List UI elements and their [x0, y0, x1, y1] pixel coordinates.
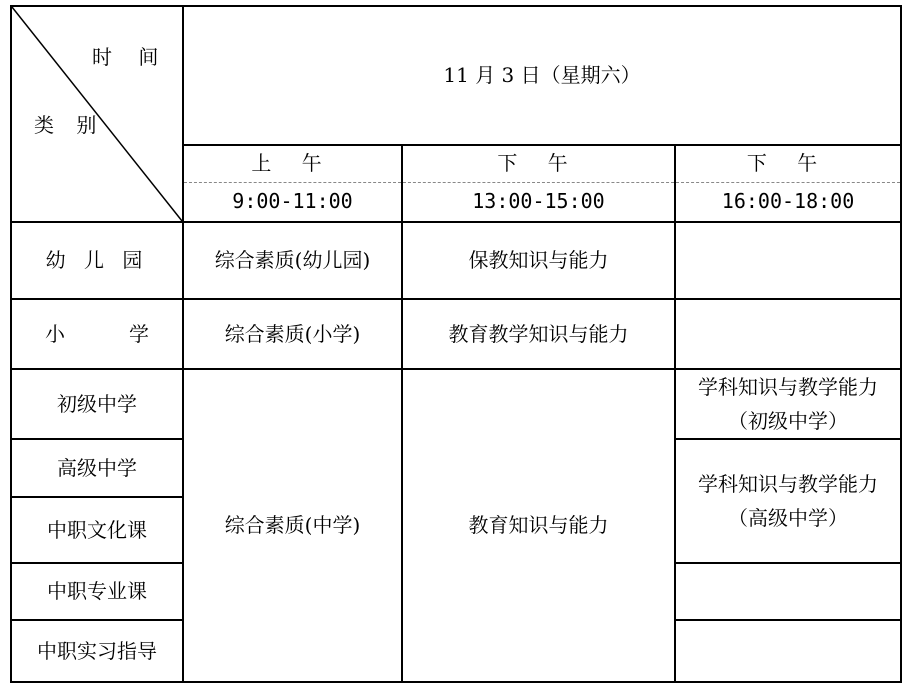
- empty-cell: [675, 299, 901, 369]
- time-afternoon-1: 13:00-15:00: [402, 182, 675, 222]
- subject-cell-senior-late: 学科知识与教学能力 （高级中学）: [675, 439, 901, 563]
- subject-cell: 综合素质(小学): [183, 299, 402, 369]
- corner-time-label: 时 间: [92, 45, 169, 69]
- empty-cell: [675, 563, 901, 620]
- subject-cell: 综合素质(中学): [183, 369, 402, 682]
- time-afternoon-2: 16:00-18:00: [675, 182, 901, 222]
- category-vocational-culture: 中职文化课: [11, 497, 183, 563]
- subject-cell: 综合素质(幼儿园): [183, 222, 402, 299]
- subject-cell-junior-late: 学科知识与教学能力 （初级中学）: [675, 369, 901, 439]
- header-row-date: [11, 6, 901, 145]
- category-senior-middle: 高级中学: [11, 439, 183, 497]
- exam-schedule-table: [10, 5, 902, 683]
- category-primary: 小 学: [11, 299, 183, 369]
- period-afternoon-2: 下 午: [675, 145, 901, 182]
- period-afternoon-1: 下 午: [402, 145, 675, 182]
- corner-category-label: 类 别: [34, 113, 105, 137]
- time-morning: 9:00-11:00: [183, 182, 402, 222]
- table-row: [11, 222, 901, 299]
- subject-cell: 教育教学知识与能力: [402, 299, 675, 369]
- exam-date: 11 月 3 日（星期六）: [183, 6, 901, 145]
- empty-cell: [675, 620, 901, 682]
- period-morning: 上 午: [183, 145, 402, 182]
- subject-cell: 保教知识与能力: [402, 222, 675, 299]
- category-vocational-practice: 中职实习指导: [11, 620, 183, 682]
- empty-cell: [675, 222, 901, 299]
- table-row: [11, 299, 901, 369]
- category-kindergarten: 幼 儿 园: [11, 222, 183, 299]
- table-row: [11, 369, 901, 439]
- corner-header-cell: [11, 6, 183, 222]
- category-vocational-major: 中职专业课: [11, 563, 183, 620]
- category-junior-middle: 初级中学: [11, 369, 183, 439]
- subject-cell: 教育知识与能力: [402, 369, 675, 682]
